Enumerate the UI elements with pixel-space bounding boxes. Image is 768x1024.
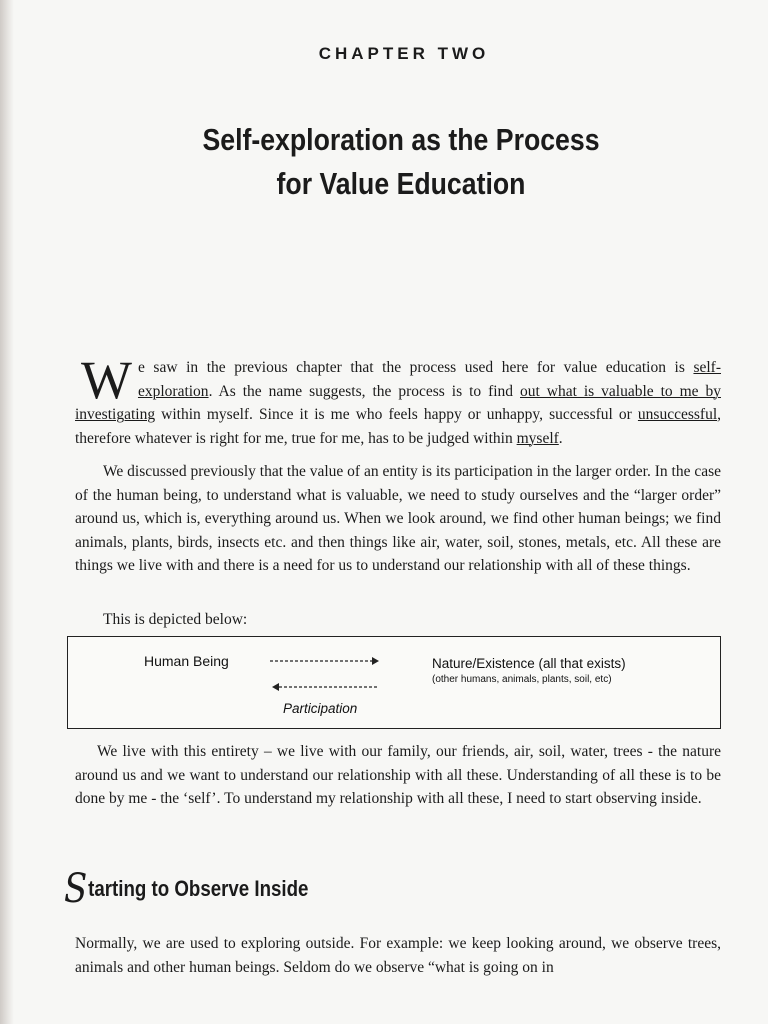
diagram-node-human-being: Human Being [144,653,229,669]
chapter-title-line-1: Self-exploration as the Process [202,122,600,157]
text-run: within myself. Since it is me who feels happy or unhappy, successful or [155,406,638,423]
drop-cap: W [81,350,132,410]
diagram-node-nature-existence: Nature/Existence (all that exists) [432,656,626,671]
underlined-text: unsuccessful [637,406,718,423]
chapter-label: CHAPTER TWO [318,44,490,63]
section-heading [64,866,308,912]
participation-diagram [67,636,721,729]
paragraph-entirety: We live with this entirety – we live with our family, our friends, air, soil, water, trees - the nature around us and we want to understand our relationship with all these. Understanding of all these is to be done by me - the ‘self’. To understand my relationship with all these, I need to start observing inside. [75,743,721,807]
underlined-text: out what is valuable to me by investigating [75,382,721,423]
page-binding-edge [0,0,14,1024]
diagram-edge-label: Participation [283,701,358,716]
underlined-text: myself [516,429,559,447]
section-heading-text: tarting to Observe Inside [88,876,309,901]
text-run: . As the name suggests, the process is to find [208,382,521,400]
diagram-node-nature-subtitle: (other humans, animals, plants, soil, etc) [432,674,612,685]
intro-paragraph [75,350,721,450]
chapter-title [56,118,746,206]
paragraph-exploring-outside: Normally, we are used to exploring outside. For example: we keep looking around, we observe trees, animals and other human beings. Seldom do we observe “what is going on in [75,935,721,976]
chapter-title-line-2: for Value Education [276,166,526,201]
paragraph-depicted-below: This is depicted below: [103,611,248,628]
swash-initial: S [64,866,88,912]
paragraph-larger-order: We discussed previously that the value of an entity is its participation in the larger order. In the case of the human being, to understand what is valuable, we need to study ourselves and the “larger order” around us, which is, everything around us. When we look around, we find other human beings; we find animals, plants, birds, insects etc. and then things like air, water, soil, stones, metals, etc. All these are things we live with and there is a need for us to understand our relationship with all of these things. [75,463,721,574]
text-run: , therefore whatever is right for me, true for me, has to be judged within [75,406,721,447]
underlined-text: self-exploration [137,359,721,400]
text-run: . [558,429,563,447]
text-run: e saw in the previous chapter that the process used here for value education is [137,359,694,376]
